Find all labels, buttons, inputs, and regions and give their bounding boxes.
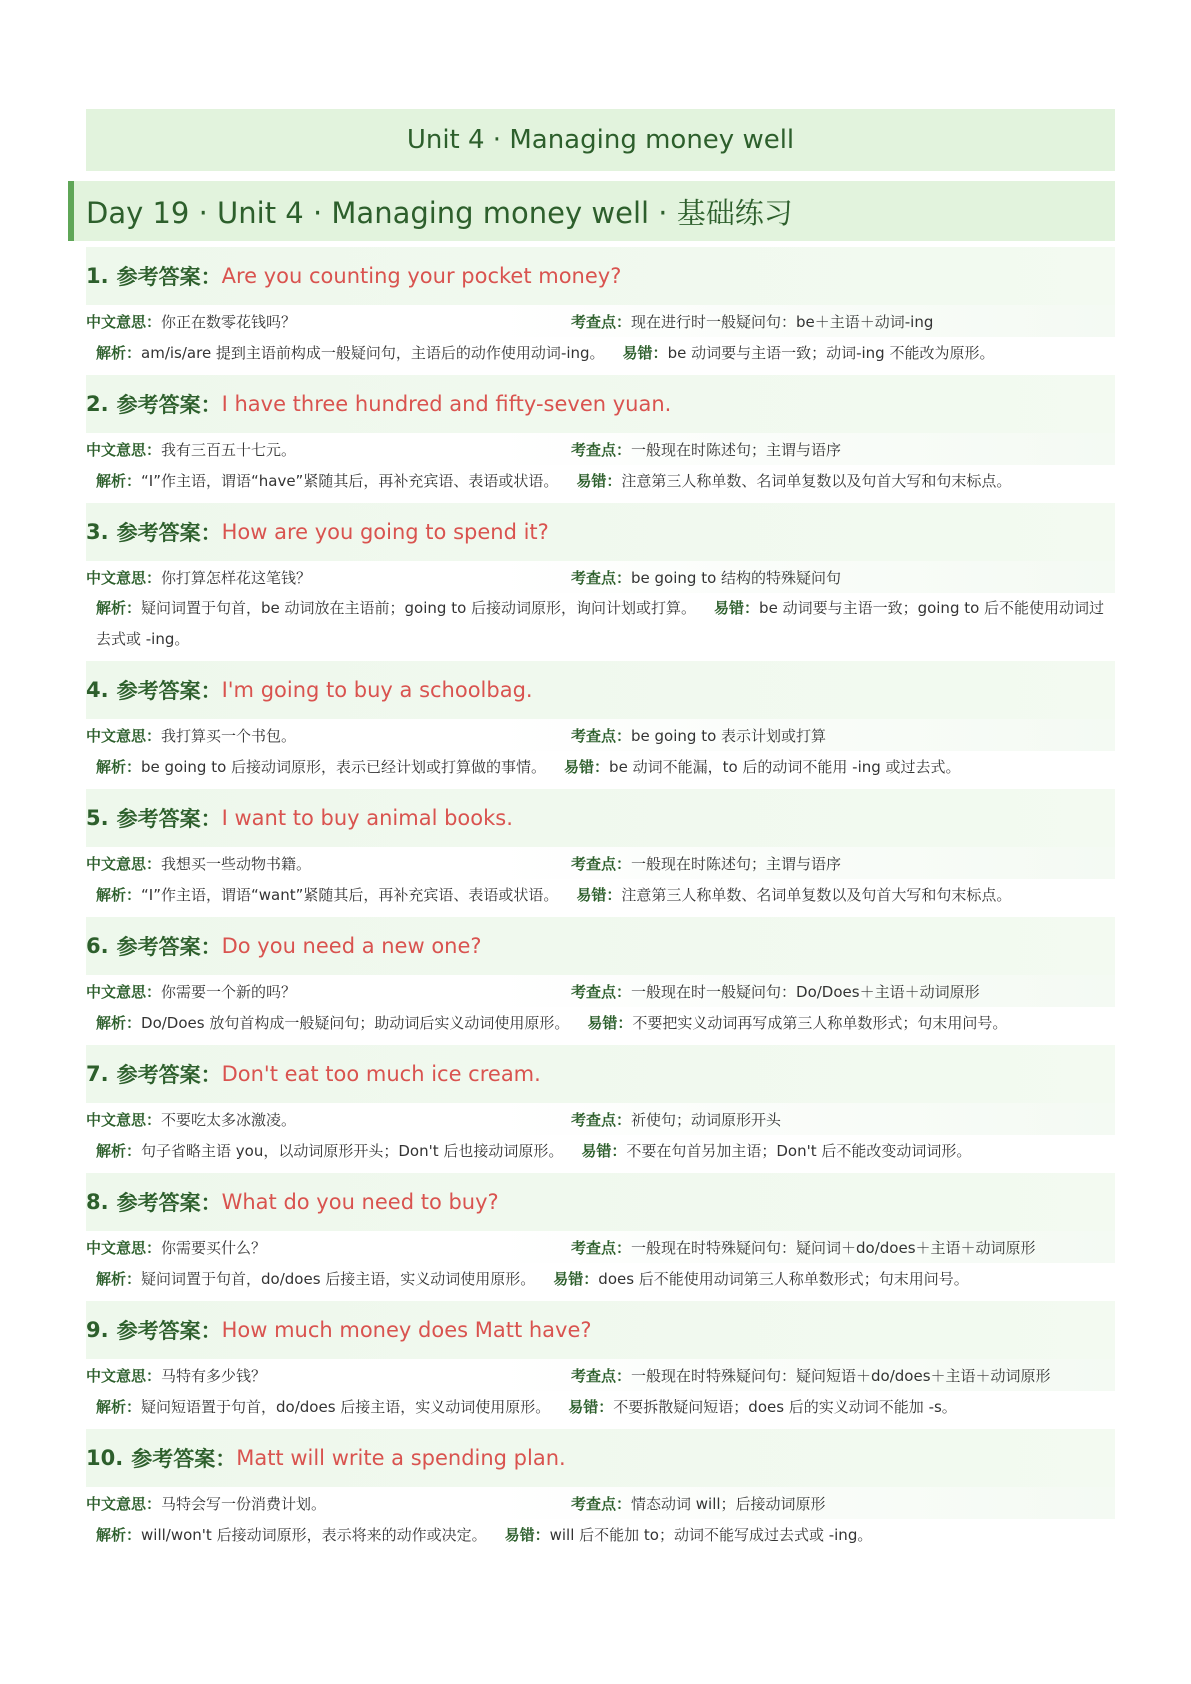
answer-item: [86, 247, 1115, 375]
reference-answer: How are you going to spend it?: [221, 520, 549, 544]
meaning-point-row: [86, 433, 1115, 465]
question-row: [86, 1429, 1115, 1487]
answer-item: [86, 1045, 1115, 1173]
point-label: 考查点：: [571, 982, 632, 1001]
point-text: 祈使句；动词原形开头: [631, 1110, 782, 1129]
meaning-point-row: [86, 1359, 1115, 1391]
meaning-label: 中文意思：: [86, 1366, 162, 1385]
mistake-label: 易错：: [504, 1526, 550, 1544]
chinese-meaning: [86, 1109, 571, 1130]
analysis-text: “I”作主语，谓语“have”紧随其后，再补充宾语、表语或状语。: [141, 472, 559, 490]
question-row: [86, 1173, 1115, 1231]
mistake-label: 易错：: [576, 472, 622, 490]
question-number: 5.: [86, 806, 109, 830]
analysis-label: 解析：: [96, 1526, 142, 1544]
question-number: 7.: [86, 1062, 109, 1086]
test-point: [571, 981, 980, 1002]
mistake-label: 易错：: [622, 344, 668, 362]
point-text: be going to 表示计划或打算: [631, 726, 827, 745]
answer-label: 参考答案：: [116, 265, 222, 289]
common-mistake: [623, 337, 995, 369]
analysis-text: be going to 后接动词原形，表示已经计划或打算做的事情。: [141, 758, 547, 776]
mistake-label: 易错：: [581, 1142, 627, 1160]
analysis-mistake-row: [86, 593, 1115, 655]
analysis-text: 疑问短语置于句首，do/does 后接主语，实义动词使用原形。: [141, 1398, 551, 1416]
reference-answer: What do you need to buy?: [221, 1190, 499, 1214]
meaning-label: 中文意思：: [86, 854, 162, 873]
chinese-meaning: [86, 567, 571, 588]
mistake-text: does 后不能使用动词第三人称单数形式；句末用问号。: [598, 1270, 969, 1288]
common-mistake: [581, 1135, 971, 1167]
analysis-text: 句子省略主语 you，以动词原形开头；Don't 后也接动词原形。: [141, 1142, 564, 1160]
answer-label: 参考答案：: [116, 1063, 222, 1087]
answer-item: [86, 503, 1115, 661]
question-row: [86, 375, 1115, 433]
meaning-text: 你需要一个新的吗？: [161, 982, 297, 1001]
point-text: 一般现在时特殊疑问句：疑问词＋do/does＋主语＋动词原形: [631, 1238, 1036, 1257]
common-mistake: [505, 1519, 873, 1551]
analysis-text: 疑问词置于句首，do/does 后接主语，实义动词使用原形。: [141, 1270, 536, 1288]
point-text: 情态动词 will；后接动词原形: [631, 1494, 826, 1513]
point-label: 考查点：: [571, 440, 632, 459]
meaning-point-row: [86, 975, 1115, 1007]
meaning-text: 马特有多少钱？: [161, 1366, 267, 1385]
meaning-label: 中文意思：: [86, 312, 162, 331]
point-label: 考查点：: [571, 1366, 632, 1385]
point-label: 考查点：: [571, 854, 632, 873]
mistake-text: be 动词要与主语一致；动词-ing 不能改为原形。: [667, 344, 995, 362]
analysis-label: 解析：: [96, 344, 142, 362]
reference-answer: Do you need a new one?: [221, 934, 482, 958]
point-label: 考查点：: [571, 1110, 632, 1129]
analysis-mistake-row: [86, 751, 1115, 783]
analysis-mistake-row: [86, 1519, 1115, 1551]
meaning-label: 中文意思：: [86, 1494, 162, 1513]
analysis: [96, 1135, 563, 1167]
reference-answer: Are you counting your pocket money?: [221, 264, 622, 288]
question-number: 3.: [86, 520, 109, 544]
meaning-text: 我有三百五十七元。: [161, 440, 297, 459]
meaning-text: 你需要买什么？: [161, 1238, 267, 1257]
test-point: [571, 1109, 781, 1130]
mistake-text: 注意第三人称单数、名词单复数以及句首大写和句末标点。: [621, 886, 1012, 904]
test-point: [571, 1237, 1036, 1258]
meaning-point-row: [86, 1487, 1115, 1519]
meaning-label: 中文意思：: [86, 1238, 162, 1257]
answer-item: [86, 1173, 1115, 1301]
meaning-point-row: [86, 305, 1115, 337]
test-point: [571, 725, 826, 746]
analysis: [96, 1519, 487, 1551]
meaning-label: 中文意思：: [86, 1110, 162, 1129]
analysis-text: will/won't 后接动词原形，表示将来的动作或决定。: [141, 1526, 487, 1544]
reference-answer: How much money does Matt have?: [221, 1318, 592, 1342]
reference-answer: Matt will write a spending plan.: [236, 1446, 566, 1470]
meaning-label: 中文意思：: [86, 440, 162, 459]
meaning-text: 我想买一些动物书籍。: [161, 854, 312, 873]
mistake-label: 易错：: [568, 1398, 614, 1416]
point-label: 考查点：: [571, 312, 632, 331]
point-text: be going to 结构的特殊疑问句: [631, 568, 842, 587]
meaning-label: 中文意思：: [86, 982, 162, 1001]
point-text: 一般现在时特殊疑问句：疑问短语＋do/does＋主语＋动词原形: [631, 1366, 1051, 1385]
point-text: 现在进行时一般疑问句：be＋主语＋动词-ing: [631, 312, 934, 331]
analysis: [96, 879, 558, 911]
test-point: [571, 311, 933, 332]
answer-item: [86, 1429, 1115, 1557]
mistake-text: 注意第三人称单数、名词单复数以及句首大写和句末标点。: [621, 472, 1012, 490]
mistake-label: 易错：: [553, 1270, 599, 1288]
common-mistake: [576, 465, 1011, 497]
analysis: [96, 1391, 550, 1423]
answer-label: 参考答案：: [116, 807, 222, 831]
point-text: 一般现在时陈述句；主谓与语序: [631, 440, 842, 459]
test-point: [571, 1493, 826, 1514]
answer-label: 参考答案：: [131, 1447, 237, 1471]
answer-label: 参考答案：: [116, 1191, 222, 1215]
point-text: 一般现在时一般疑问句：Do/Does＋主语＋动词原形: [631, 982, 980, 1001]
meaning-point-row: [86, 847, 1115, 879]
analysis-label: 解析：: [96, 1142, 142, 1160]
reference-answer: Don't eat too much ice cream.: [221, 1062, 541, 1086]
answer-label: 参考答案：: [116, 935, 222, 959]
question-row: [86, 1301, 1115, 1359]
meaning-label: 中文意思：: [86, 726, 162, 745]
chinese-meaning: [86, 1237, 571, 1258]
mistake-label: 易错：: [587, 1014, 633, 1032]
test-point: [571, 439, 841, 460]
test-point: [571, 853, 841, 874]
reference-answer: I want to buy animal books.: [221, 806, 513, 830]
meaning-point-row: [86, 561, 1115, 593]
mistake-text: 不要在句首另加主语；Don't 后不能改变动词词形。: [626, 1142, 972, 1160]
analysis-mistake-row: [86, 879, 1115, 911]
answer-label: 参考答案：: [116, 521, 222, 545]
answer-list: [86, 247, 1115, 1557]
common-mistake: [576, 879, 1011, 911]
question-row: [86, 1045, 1115, 1103]
analysis-text: Do/Does 放句首构成一般疑问句；助动词后实义动词使用原形。: [141, 1014, 570, 1032]
mistake-label: 易错：: [564, 758, 610, 776]
common-mistake: [553, 1263, 969, 1295]
question-number: 1.: [86, 264, 109, 288]
analysis-label: 解析：: [96, 758, 142, 776]
unit-title: Unit 4 · Managing money well: [406, 125, 795, 155]
answer-item: [86, 375, 1115, 503]
analysis-text: “I”作主语，谓语“want”紧随其后，再补充宾语、表语或状语。: [141, 886, 559, 904]
meaning-point-row: [86, 1103, 1115, 1135]
analysis-label: 解析：: [96, 599, 142, 617]
analysis-mistake-row: [86, 337, 1115, 369]
analysis-text: am/is/are 提到主语前构成一般疑问句，主语后的动作使用动词-ing。: [141, 344, 605, 362]
meaning-text: 你正在数零花钱吗？: [161, 312, 297, 331]
point-label: 考查点：: [571, 1238, 632, 1257]
question-number: 8.: [86, 1190, 109, 1214]
question-row: [86, 917, 1115, 975]
mistake-text: be 动词要与主语一致；going to 后不能使用动词过去式或 -ing。: [96, 599, 1105, 648]
analysis: [96, 751, 546, 783]
question-row: [86, 503, 1115, 561]
answer-label: 参考答案：: [116, 1319, 222, 1343]
point-text: 一般现在时陈述句；主谓与语序: [631, 854, 842, 873]
meaning-text: 不要吃太多冰激凌。: [161, 1110, 297, 1129]
analysis-mistake-row: [86, 1135, 1115, 1167]
analysis-label: 解析：: [96, 1398, 142, 1416]
question-number: 2.: [86, 392, 109, 416]
mistake-text: will 后不能加 to；动词不能写成过去式或 -ing。: [549, 1526, 873, 1544]
chinese-meaning: [86, 981, 571, 1002]
question-number: 4.: [86, 678, 109, 702]
chinese-meaning: [86, 1493, 571, 1514]
chinese-meaning: [86, 311, 571, 332]
meaning-point-row: [86, 1231, 1115, 1263]
chinese-meaning: [86, 1365, 571, 1386]
mistake-label: 易错：: [576, 886, 622, 904]
analysis: [96, 337, 605, 369]
answer-item: [86, 1301, 1115, 1429]
analysis-mistake-row: [86, 1007, 1115, 1039]
point-label: 考查点：: [571, 726, 632, 745]
answer-item: [86, 789, 1115, 917]
mistake-text: 不要拆散疑问短语；does 后的实义动词不能加 -s。: [613, 1398, 957, 1416]
analysis: [96, 465, 558, 497]
analysis: [96, 599, 696, 617]
test-point: [571, 567, 841, 588]
point-label: 考查点：: [571, 1494, 632, 1513]
point-label: 考查点：: [571, 568, 632, 587]
question-number: 6.: [86, 934, 109, 958]
question-row: [86, 789, 1115, 847]
question-number: 10.: [86, 1446, 124, 1470]
unit-title-banner: [86, 109, 1115, 171]
question-row: [86, 661, 1115, 719]
meaning-label: 中文意思：: [86, 568, 162, 587]
worksheet-page: [86, 109, 1115, 1557]
reference-answer: I have three hundred and fifty-seven yuan.: [221, 392, 672, 416]
analysis: [96, 1263, 535, 1295]
reference-answer: I'm going to buy a schoolbag.: [221, 678, 533, 702]
test-point: [571, 1365, 1051, 1386]
day-title: Day 19 · Unit 4 · Managing money well · 基础练习: [86, 195, 793, 230]
common-mistake: [564, 751, 961, 783]
common-mistake: [587, 1007, 1007, 1039]
meaning-text: 你打算怎样花这笔钱？: [161, 568, 312, 587]
analysis-mistake-row: [86, 1391, 1115, 1423]
chinese-meaning: [86, 725, 571, 746]
analysis-label: 解析：: [96, 472, 142, 490]
meaning-text: 马特会写一份消费计划。: [161, 1494, 327, 1513]
analysis-mistake-row: [86, 1263, 1115, 1295]
analysis: [96, 1007, 569, 1039]
common-mistake: [568, 1391, 957, 1423]
mistake-text: 不要把实义动词再写成第三人称单数形式；句末用问号。: [632, 1014, 1008, 1032]
meaning-point-row: [86, 719, 1115, 751]
question-row: [86, 247, 1115, 305]
chinese-meaning: [86, 853, 571, 874]
answer-label: 参考答案：: [116, 679, 222, 703]
day-title-header: [68, 181, 1115, 241]
analysis-label: 解析：: [96, 1270, 142, 1288]
meaning-text: 我打算买一个书包。: [161, 726, 297, 745]
mistake-text: be 动词不能漏，to 后的动词不能用 -ing 或过去式。: [609, 758, 961, 776]
answer-item: [86, 661, 1115, 789]
analysis-label: 解析：: [96, 886, 142, 904]
answer-label: 参考答案：: [116, 393, 222, 417]
answer-item: [86, 917, 1115, 1045]
analysis-mistake-row: [86, 465, 1115, 497]
analysis-text: 疑问词置于句首，be 动词放在主语前；going to 后接动词原形，询问计划或打算。: [141, 599, 697, 617]
mistake-label: 易错：: [714, 599, 760, 617]
analysis-label: 解析：: [96, 1014, 142, 1032]
question-number: 9.: [86, 1318, 109, 1342]
chinese-meaning: [86, 439, 571, 460]
